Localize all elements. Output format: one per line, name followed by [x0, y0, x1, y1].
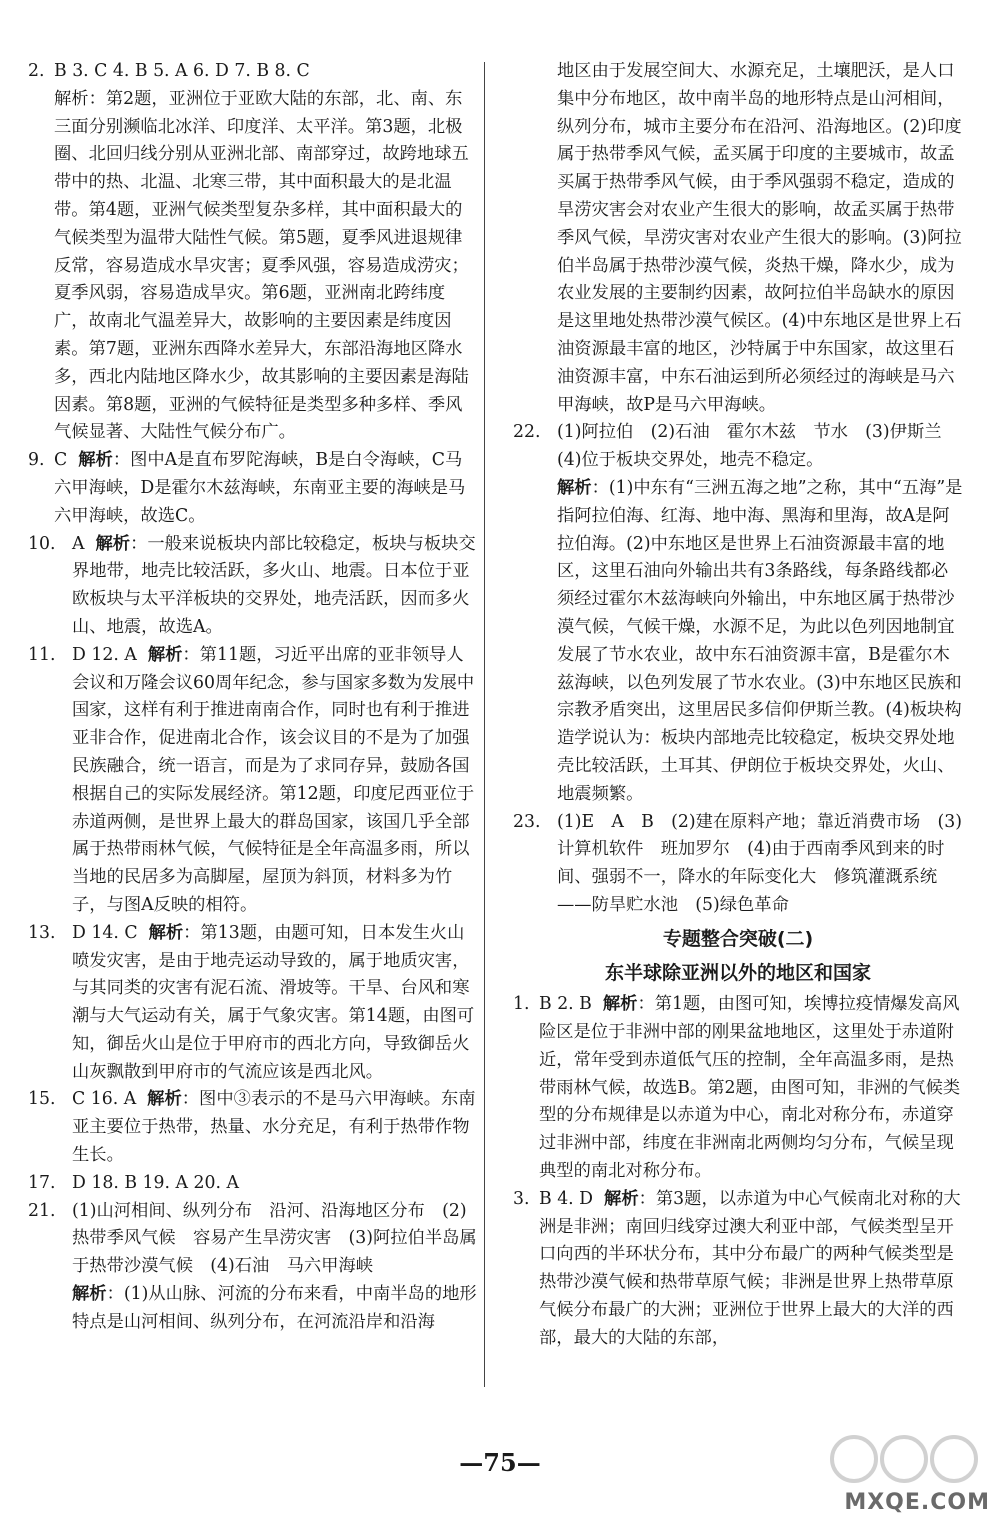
explanation-q2: 解析：第2题，亚洲位于亚欧大陆的东部，北、南、东三面分别濒临北冰洋、印度洋、太平洋。第3题，北极圈、北回归线分别从亚洲北部、南部穿过，故跨地球五带中的热、北温、北寒三带，其中面积最大的是北温带。第4题，亚洲气候类型复杂多样，其中面积最大的气候类型为温带大陆性气候。第5题，夏季风进退规律反常，容易造成水旱灾害；夏季风强，容易造成涝灾；夏季风弱，容易造成旱灾。第6题，亚洲南北跨纬度广，故南北气温差异大，故影响的主要因素是纬度因素。第7题，亚洲东西降水差异大，东部沿海地区降水多，西北内陆地区降水少，故其影响的主要因素是海陆因素。第8题，亚洲的气候特征是类型多种多样、季风气候显著、大陆性气候分布广。	[54, 88, 469, 443]
divider	[484, 62, 485, 1387]
answer-s3: 3. B 4. D 解析：第3题，以赤道为中心气候南北对称的大洲是非洲；南回归线穿过澳大利亚中部，气候类型呈开口向西的半环状分布，其中分布最广的两种气候类型是热带沙漠气候和热带草原气候；非洲是世界上热带草原气候分布最广的大洲；亚洲位于世界上最大的大洋的西部，最大的大陆的东部，	[513, 1188, 961, 1348]
answer-q10: 10. A 解析：一般来说板块内部比较稳定，板块与板块交界地带，地壳比较活跃，多火山、地震。日本位于亚欧板块与太平洋板块的交界处，地壳活跃，因而多火山、地震，故选A。	[28, 533, 476, 637]
watermark-text: MXQE.COM	[844, 1490, 990, 1515]
answer-q2: 2. B 3. C 4. B 5. A 6. D 7. B 8. C	[28, 61, 310, 81]
section-subtitle: 东半球除亚洲以外的地区和国家	[604, 961, 871, 984]
answer-q13: 13. D 14. C 解析：第13题，由题可知，日本发生火山喷发灾害，是由于地壳运动导致的，属于地质灾害，与其同类的灾害有泥石流、滑坡等。干旱、台风和寒潮与大气运动有关，属于气象灾害。第14题，由图可知，御岳火山是位于甲府市的西北方向，导致御岳火山灰飘散到甲府市的气流应该是西北风。	[28, 922, 475, 1082]
answer-s1: 1. B 2. B 解析：第1题，由图可知，埃博拉疫情爆发高风险区是位于非洲中部的刚果盆地地区，这里处于赤道附近，常年受到赤道低气压的控制，全年高温多雨，是热带雨林气候，故选B。第2题，由图可知，非洲的气候类型的分布规律是以赤道为中心，南北对称分布，赤道穿过非洲中部，纬度在非洲南北两侧均匀分布，气候呈现典型的南北对称分布。	[513, 994, 961, 1182]
section-title: 专题整合突破(二)	[662, 927, 814, 950]
explanation-q22: 解析：(1)中东有“三洲五海之地”之称，其中“五海”是指阿拉伯海、红海、地中海、黑海和里海，故A是阿拉伯海。(2)中东地区是世界上石油资源最丰富的地区，这里石油向外输出共有3条路线，每条路线都必须经过霍尔木兹海峡向外输出，中东地区属于热带沙漠气候，气候干燥，水源不足，为此以色列因地制宜发展了节水农业，故中东石油资源丰富，B是霍尔木兹海峡，以色列发展了节水农业。(3)中东地区民族和宗教矛盾突出，这里居民多信仰伊斯兰教。(4)板块构造学说认为：板块内部地壳比较稳定，板块交界处地壳比较活跃，土耳其、伊朗位于板块交界处，火山、地震频繁。	[557, 477, 963, 804]
explanation-q21-continued: 地区由于发展空间大、水源充足，土壤肥沃，是人口集中分布地区，故中南半岛的地形特点是山河相间，纵列分布，城市主要分布在沿河、沿海地区。(2)印度属于热带季风气候，孟买属于印度的主要城市，故孟买属于热带季风气候，由于季风强弱不稳定，造成的旱涝灾害会对农业产生很大的影响，故孟买属于热带季风气候，旱涝灾害对农业产生很大的影响。(3)阿拉伯半岛属于热带沙漠气候，炎热干燥，降水少，成为农业发展的主要制约因素，故阿拉伯半岛缺水的原因是这里地处热带沙漠气候区。(4)中东地区是世界上石油资源最丰富的地区，沙特属于中东国家，故这里石油资源丰富，中东石油运到所必须经过的海峡是马六甲海峡，故P是马六甲海峡。	[557, 61, 962, 415]
answer-q22: 22. (1)阿拉伯 (2)石油 霍尔木兹 节水 (3)伊斯兰 (4)位于板块交界处，地壳不稳定。	[513, 422, 959, 471]
answer-q17: 17. D 18. B 19. A 20. A	[28, 1172, 239, 1193]
answer-q9: 9. C 解析：图中A是直布罗陀海峡，B是白令海峡，C马六甲海峡，D是霍尔木兹海峡，东南亚主要的海峡是马六甲海峡，故选C。	[28, 450, 466, 526]
answer-q23: 23. (1)E A B (2)建在原料产地；靠近消费市场 (3)计算机软件 班加罗尔 (4)由于西南季风到来的时间、强弱不一，降水的年际变化大 修筑灌溉系统——防旱贮水池 (5)绿色革命	[513, 811, 963, 915]
answer-q11: 11. D 12. A 解析：第11题，习近平出席的亚非领导人会议和万隆会议60周年纪念，参与国家多数为发展中国家，这样有利于推进南南合作，同时也有利于推进亚非合作，促进南北合作，该会议目的不是为了加强民族融合，统一语言，而是为了求同存异，鼓励各国根据自己的实际发展经济。第12题，印度尼西亚位于赤道两侧，是世界上最大的群岛国家，该国几乎全部属于热带雨林气候，气候特征是全年高温多雨，所以当地的民居多为高脚屋，屋顶为斜顶，材料多为竹子，与图A反映的相符。	[28, 644, 475, 915]
left-column	[28, 58, 478, 1337]
answer-q21: 21. (1)山河相间、纵列分布 沿河、沿海地区分布 (2)热带季风气候 容易产生旱涝灾害 (3)阿拉伯半岛属于热带沙漠气候 (4)石油 马六甲海峡	[28, 1200, 477, 1277]
answer-q15: 15. C 16. A 解析：图中③表示的不是马六甲海峡。东南亚主要位于热带，热量、水分充足，有利于热带作物生长。	[28, 1089, 476, 1166]
explanation-q21: 解析：(1)从山脉、河流的分布来看，中南半岛的地形特点是山河相间、纵列分布，在河流沿岸和沿海	[72, 1284, 477, 1332]
right-column	[513, 58, 963, 1353]
page-number: —75—	[459, 1448, 541, 1477]
